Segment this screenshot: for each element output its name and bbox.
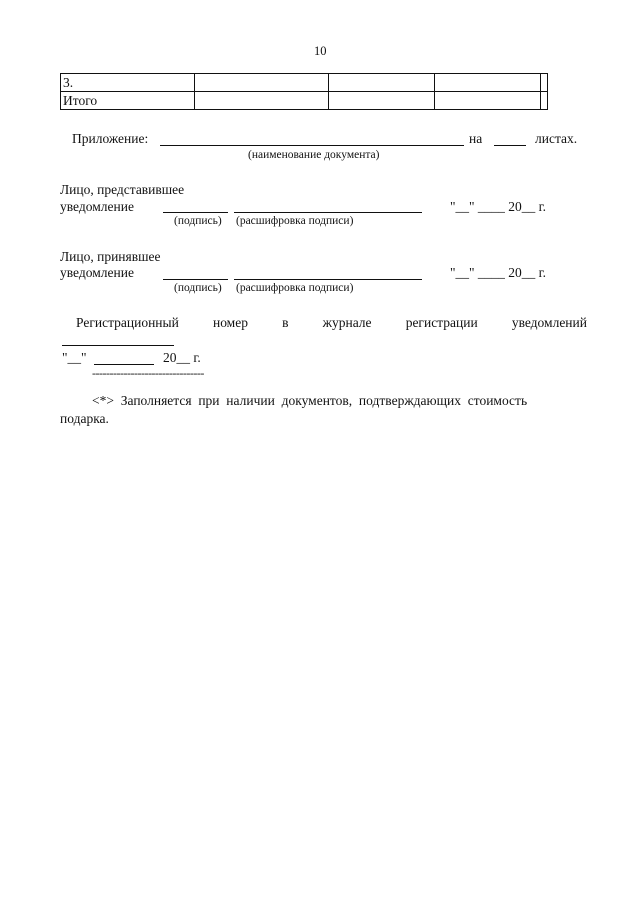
submitter-title: Лицо, представившее [60,182,185,197]
gift-table [60,73,548,110]
submitter-decoding-line [234,212,422,213]
registration-date-open: "__" [62,350,87,365]
footnote-separator: -------------------------------- [92,366,204,380]
registration-year: 20__ г. [163,350,201,365]
table-cell: 3. [61,74,195,92]
submitter-date: "__" ____ 20__ г. [450,199,547,214]
table-cell [329,92,435,110]
registration-line [76,315,587,331]
attachment-caption: (наименование документа) [248,149,380,161]
attachment-name-line [160,145,464,146]
submitter-signature-line [163,212,228,213]
table-row [61,74,548,92]
registration-word: регистрации [405,315,478,330]
page-number: 10 [314,44,327,58]
table-cell [195,92,329,110]
receiver-caption-decoding: (расшифровка подписи) [236,282,354,294]
registration-number-line [62,345,174,346]
receiver-subtitle: уведомление [60,265,134,280]
table-row [61,92,548,110]
table-cell [435,92,541,110]
attachment-on-label: на [469,131,483,146]
receiver-decoding-line [234,279,422,280]
receiver-title: Лицо, принявшее [60,249,161,264]
registration-word: номер [212,315,248,330]
registration-word: Регистрационный [76,315,179,330]
registration-word: журнале [322,315,372,330]
table-cell [541,74,548,92]
footnote-text: <*> Заполняется при наличии документов, подтверждающих стоимость [92,393,528,408]
attachment-label: Приложение: [72,131,149,146]
table-cell [541,92,548,110]
table-cell: Итого [61,92,195,110]
submitter-subtitle: уведомление [60,199,134,214]
submitter-caption-signature: (подпись) [174,215,222,227]
table-cell [195,74,329,92]
table-cell [435,74,541,92]
registration-word: уведомлений [511,315,587,330]
receiver-caption-signature: (подпись) [174,282,222,294]
registration-month-line [94,364,154,365]
footnote-text-continued: подарка. [60,411,109,426]
attachment-sheets-line [494,145,526,146]
attachment-sheets-label: листах. [535,131,578,146]
receiver-date: "__" ____ 20__ г. [450,265,547,280]
receiver-signature-line [163,279,228,280]
submitter-caption-decoding: (расшифровка подписи) [236,215,354,227]
registration-word: в [282,315,289,330]
table-cell [329,74,435,92]
